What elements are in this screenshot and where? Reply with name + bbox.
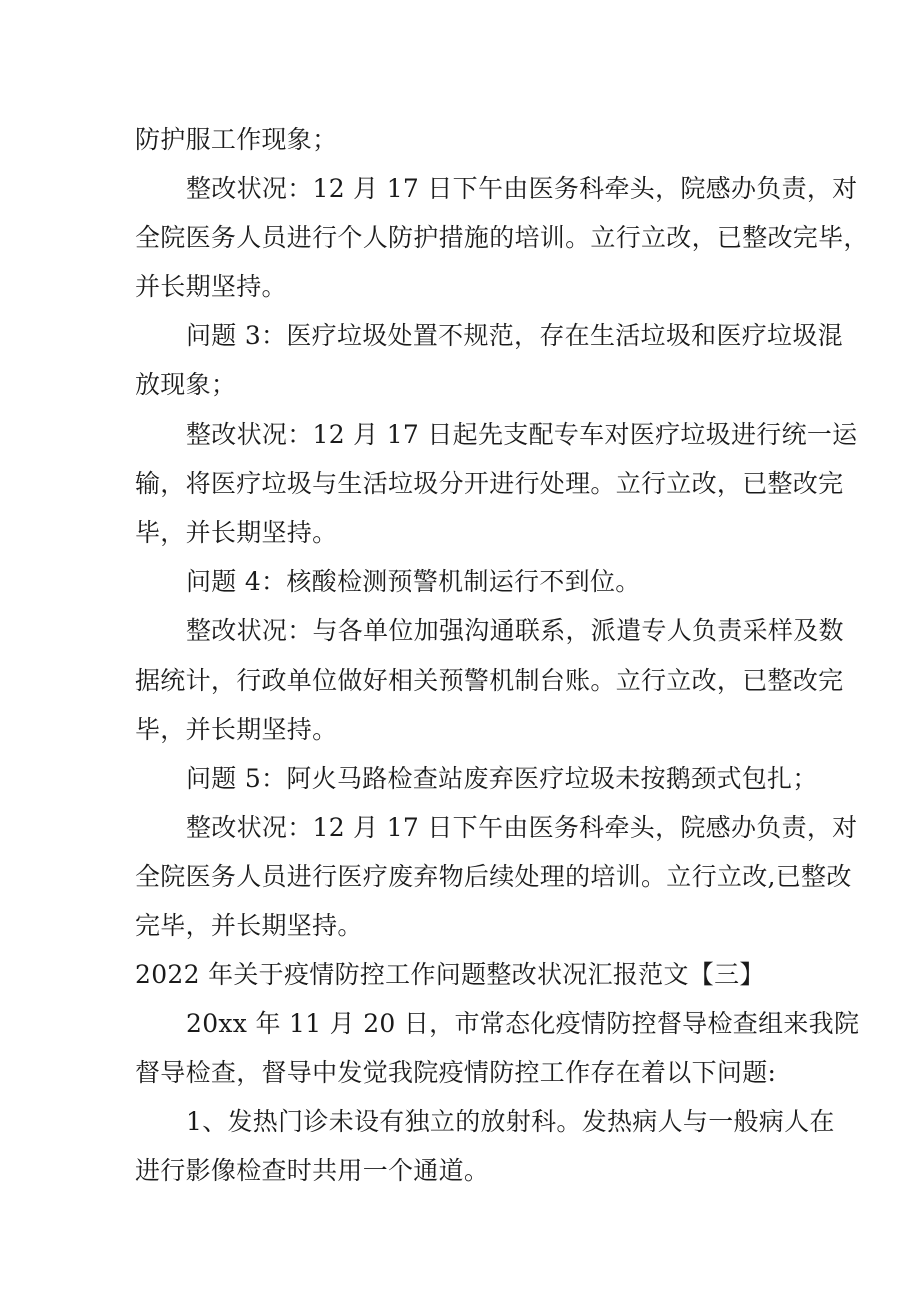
- text-line: 毕，并长期坚持。: [135, 518, 338, 547]
- text-line: 进行影像检查时共用一个通道。: [135, 1156, 490, 1185]
- text-line: 整改状况：12 月 17 日下午由医务科牵头，院感办负责，对: [186, 813, 858, 842]
- text-line: 20xx 年 11 月 20 日，市常态化疫情防控督导检查组来我院: [186, 1009, 860, 1038]
- text-line: 全院医务人员进行医疗废弃物后续处理的培训。立行立改,已整改: [135, 862, 852, 891]
- text-line: 问题 5：阿火马路检查站废弃医疗垃圾未按鹅颈式包扎；: [186, 764, 818, 793]
- text-line: 毕，并长期坚持。: [135, 715, 338, 744]
- text-line: 1、发热门诊未设有独立的放射科。发热病人与一般病人在: [186, 1107, 835, 1136]
- text-line: 问题 4：核酸检测预警机制运行不到位。: [186, 567, 641, 596]
- text-line: 据统计，行政单位做好相关预警机制台账。立行立改，已整改完: [135, 666, 844, 695]
- text-line: 全院医务人员进行个人防护措施的培训。立行立改，已整改完毕，: [135, 223, 869, 252]
- text-line: 完毕，并长期坚持。: [135, 911, 363, 940]
- text-line: 督导检查，督导中发觉我院疫情防控工作存在着以下问题:: [135, 1058, 777, 1087]
- text-line: 防护服工作现象；: [135, 125, 338, 154]
- text-line: 整改状况：12 月 17 日下午由医务科牵头，院感办负责，对: [186, 174, 858, 203]
- text-line: 输，将医疗垃圾与生活垃圾分开进行处理。立行立改，已整改完: [135, 469, 844, 498]
- text-line: 并长期坚持。: [135, 272, 287, 301]
- text-line: 整改状况：与各单位加强沟通联系，派遣专人负责采样及数: [186, 616, 844, 645]
- text-line: 问题 3：医疗垃圾处置不规范，存在生活垃圾和医疗垃圾混: [186, 321, 843, 350]
- text-line: 整改状况：12 月 17 日起先支配专车对医疗垃圾进行统一运: [186, 420, 858, 449]
- section-heading: 2022 年关于疫情防控工作问题整改状况汇报范文【三】: [135, 960, 765, 989]
- text-line: 放现象；: [135, 370, 237, 399]
